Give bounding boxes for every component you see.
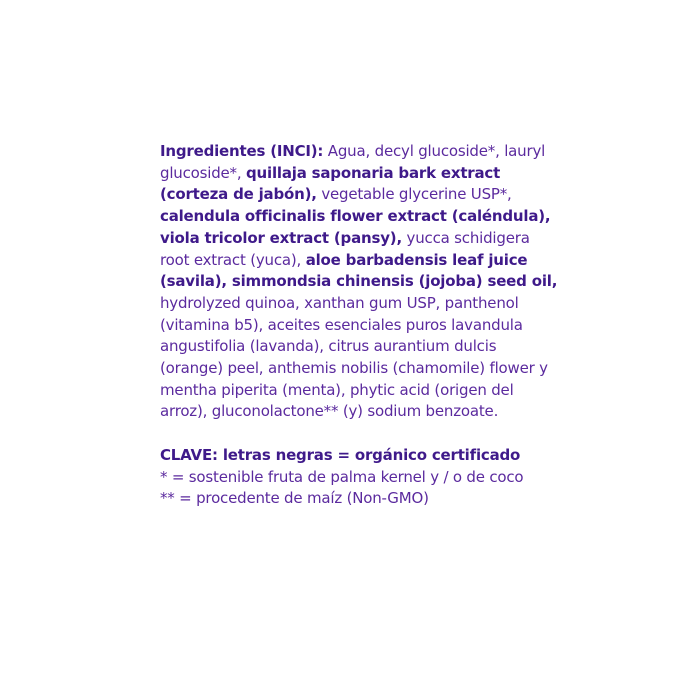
key-section bbox=[160, 445, 560, 510]
paragraph-spacer bbox=[160, 423, 560, 445]
ingredients-bold-3: aloe barbadensis leaf juice (savila), simmondsia chinensis (jojoba) seed oil, bbox=[160, 250, 558, 291]
key-line-single-asterisk: * = sostenible fruta de palma kernel y / o de coco bbox=[160, 467, 524, 486]
ingredients-bold-2: calendula officinalis flower extract (caléndula), viola tricolor extract (pansy), bbox=[160, 207, 551, 247]
ingredients-label bbox=[160, 141, 560, 510]
ingredients-paragraph bbox=[160, 141, 560, 423]
ingredients-text-1: Agua, decyl glucoside*, lauryl glucoside*, bbox=[160, 142, 546, 182]
ingredients-bold-1: quillaja saponaria bark extract (corteza de jabón), bbox=[160, 163, 501, 204]
ingredients-text-3: yucca schidigera root extract (yuca), bbox=[160, 228, 530, 269]
key-heading: CLAVE: letras negras = orgánico certificado bbox=[160, 445, 521, 464]
ingredients-text-2: vegetable glycerine USP*, bbox=[316, 185, 512, 204]
key-line-double-asterisk: ** = procedente de maíz (Non-GMO) bbox=[160, 489, 429, 508]
ingredients-text-4: hydrolyzed quinoa, xanthan gum USP, panthenol (vitamina b5), aceites esenciales puros lavandula angustifolia (lavanda), citrus aurantium dulcis (orange) peel, anthemis nobilis (chamomile) flower y mentha piperita (menta), phytic acid (origen del arroz), gluconolactone** (y) sodium benzoate. bbox=[160, 293, 548, 421]
ingredients-heading: Ingredientes (INCI): bbox=[160, 142, 324, 160]
